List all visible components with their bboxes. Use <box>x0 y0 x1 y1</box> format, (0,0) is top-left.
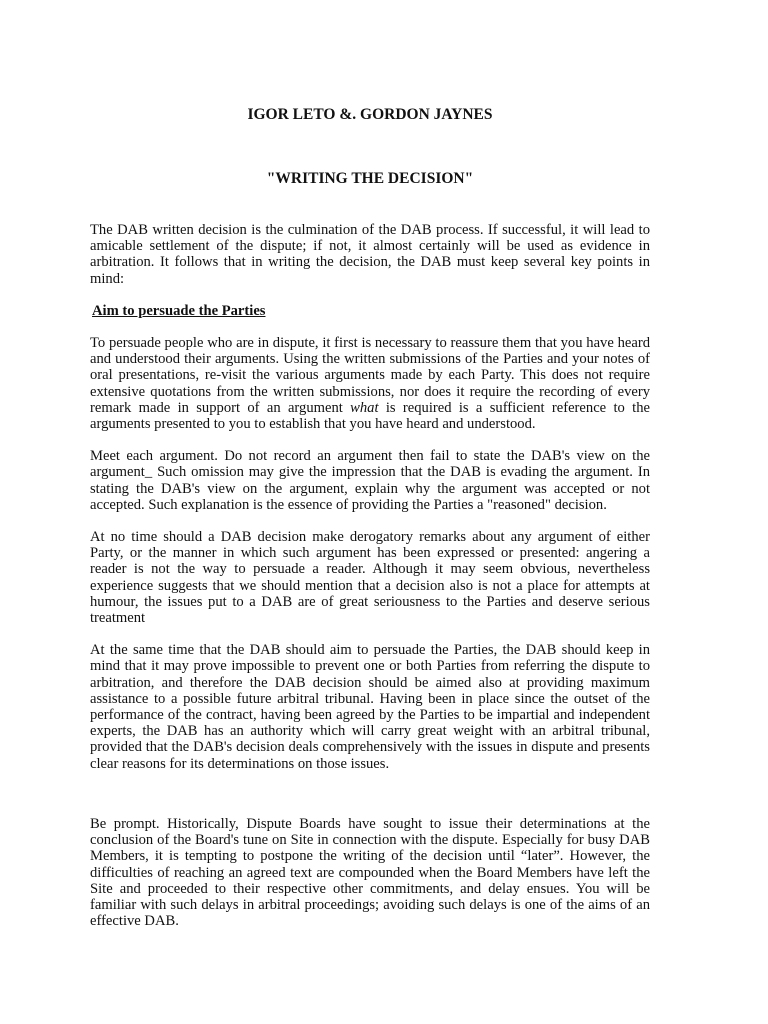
spacer <box>90 788 650 816</box>
paragraph-be-prompt: Be prompt. Historically, Dispute Boards have sought to issue their determinations at the conclusion of the Board's tune on Site in connection with the dispute. Especially for busy DAB Members, it is tempting to postpone the writing of the decision until “later”. However, the difficulties of reaching an agreed text are compounded when the Board Members have left the Site and proceeded to their respective other commitments, and delay ensues. You will be familiar with such delays in arbitral proceedings; avoiding such delays is one of the aims of an effective DAB. <box>90 815 650 930</box>
intro-paragraph: The DAB written decision is the culmination of the DAB process. If successful, it will lead to amicable settlement of the dispute; if not, it almost certainly will be used as evidence in arbitration. It follows that in writing the decision, the DAB must keep several key points in mind: <box>90 222 650 287</box>
paragraph-arbitral-tribunal: At the same time that the DAB should aim to persuade the Parties, the DAB should keep in mind that it may prove impossible to prevent one or both Parties from referring the dispute to arbitration, and therefore the DAB decision should be aimed also at providing maximum assistance to a possible future arbitral tribunal. Having been in place since the outset of the performance of the contract, having been agreed by the Parties to be impartial and independent experts, the DAB has an authority which will carry great weight with an arbitral tribunal, provided that the DAB's decision deals comprehensively with the issues in dispute and presents clear reasons for its determinations on those issues. <box>90 642 650 772</box>
paragraph-persuade <box>90 335 650 432</box>
document-body <box>90 222 650 945</box>
paragraph-no-derogatory: At no time should a DAB decision make derogatory remarks about any argument of either Party, or the manner in which such argument has been expressed or presented: angering a reader is not the way to persuade a reader. Although it may seem obvious, nevertheless experience suggests that we should mention that a decision also is not a place for attempts at humour, the issues put to a DAB are of great seriousness to the Parties and deserve serious treatment <box>90 529 650 627</box>
section-heading: Aim to persuade the Parties <box>92 302 266 319</box>
paragraph-text: To persuade people who are in dispute, it first is necessary to reassure them that you have heard and understood their arguments. Using the written submissions of the Parties and your notes of oral presentations, re-visit the various arguments made by each Party. This does not require extensive quotations from the written submissions, nor does it require the recording of every remark made in support of an argument <box>90 335 650 416</box>
paragraph-text: is required is a sufficient reference to the arguments presented to you to establish that you have heard and understood. <box>90 399 650 433</box>
document-title: "WRITING THE DECISION" <box>266 170 474 187</box>
authors-line: IGOR LETO &. GORDON JAYNES <box>247 106 493 123</box>
paragraph-meet-argument: Meet each argument. Do not record an argument then fail to state the DAB's view on the argument_ Such omission may give the impression that the DAB is evading the argument. In stating the DAB's view on the argument, explain why the argument was accepted or not accepted. Such explanation is the essence of providing the Parties a "reasoned" decision. <box>90 448 650 513</box>
emphasis-what: what <box>350 399 379 416</box>
